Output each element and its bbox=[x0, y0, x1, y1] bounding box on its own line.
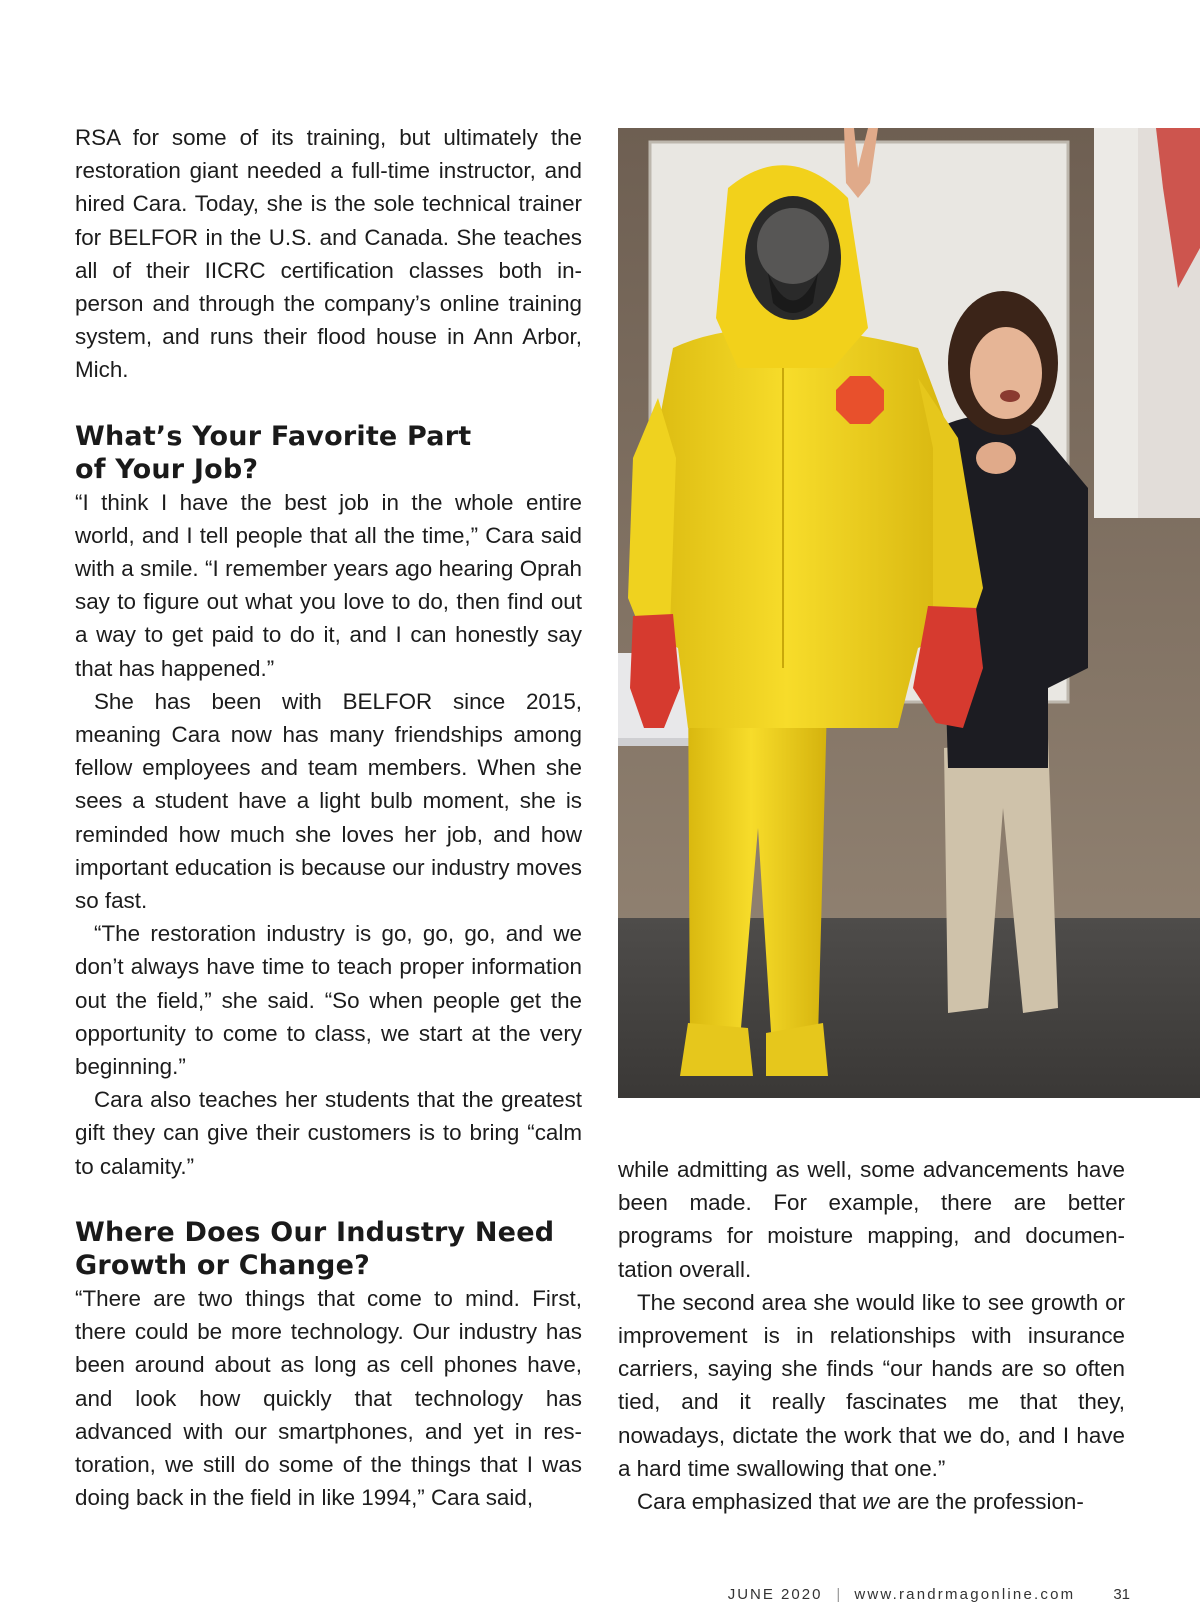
emphasis: we bbox=[862, 1489, 891, 1515]
page-number: 31 bbox=[1113, 1586, 1130, 1603]
paragraph: The second area she would like to see growth or improvement is in relationships with insurance carriers, saying she finds “our hands are so often tied, and it really fascinates me that they, nowadays, dictate the work that we do, and I have a hard time swallowing that one.” bbox=[618, 1289, 1125, 1481]
heading-line: Growth or Change? bbox=[75, 1249, 370, 1281]
footer-separator: | bbox=[836, 1586, 841, 1603]
paragraph: RSA for some of its training, but ultimately the restoration giant needed a full-time instructor, and hired Cara. Today, she is the sole technical trainer for BELFOR in the U.S. and Canada. She teaches all of their IICRC certification classes both in-person and through the company’s online training system, and runs their flood house in Ann Arbor, Mich. bbox=[75, 125, 582, 383]
paragraph bbox=[618, 1485, 1125, 1518]
section-heading-favorite-part bbox=[75, 420, 582, 486]
paragraph: while admitting as well, some advancements have been made. For example, there are better programs for moisture mapping, and documentation overall. bbox=[618, 1157, 1125, 1282]
heading-line: Where Does Our Industry Need bbox=[75, 1216, 555, 1248]
heading-line: of Your Job? bbox=[75, 453, 259, 485]
article-photo bbox=[618, 128, 1200, 1098]
paragraph: Cara also teaches her students that the greatest gift they can give their customers is to bring “calm to calamity.” bbox=[75, 1087, 582, 1179]
paragraph: “The restoration industry is go, go, go, and we don’t always have time to teach proper information out the field,” she said. “So when people get the opportunity to come to class, we start at the very beginning.” bbox=[75, 921, 582, 1080]
page-footer bbox=[600, 1586, 1130, 1603]
paragraph: “There are two things that come to mind. First, there could be more technology. Our industry has been around about as long as cell phones have, and look how quickly that technology has advanced with our smartphones, and yet in restoration, we still do some of the things that I was doing back in the field in like 1994,” Cara said, bbox=[75, 1285, 582, 1511]
issue-date: JUNE 2020 bbox=[727, 1586, 823, 1603]
photo-illustration bbox=[618, 128, 1200, 1098]
section-heading-industry-growth bbox=[75, 1216, 582, 1282]
woman-face bbox=[970, 327, 1042, 419]
left-column bbox=[75, 121, 582, 1514]
text-run: are the profession- bbox=[890, 1489, 1084, 1515]
paragraph: She has been with BELFOR since 2015, meaning Cara now has many friendships among fellow employees and team members. When she sees a student have a light bulb moment, she is reminded how much she loves her job, and how important education is because our industry moves so fast. bbox=[75, 688, 582, 914]
right-column bbox=[618, 1153, 1125, 1518]
paragraph: “I think I have the best job in the whole entire world, and I tell people that all the time,” Cara said with a smile. “I remember years ago hearing Oprah say to figure out what you love to do, then find out a way to get paid to do it, and I can honestly say that has happened.” bbox=[75, 489, 582, 681]
stop-badge-icon bbox=[836, 376, 884, 424]
text-run: Cara emphasized that bbox=[637, 1489, 863, 1515]
heading-line: What’s Your Favorite Part bbox=[75, 420, 472, 452]
website-url: www.randrmagonline.com bbox=[854, 1586, 1076, 1603]
